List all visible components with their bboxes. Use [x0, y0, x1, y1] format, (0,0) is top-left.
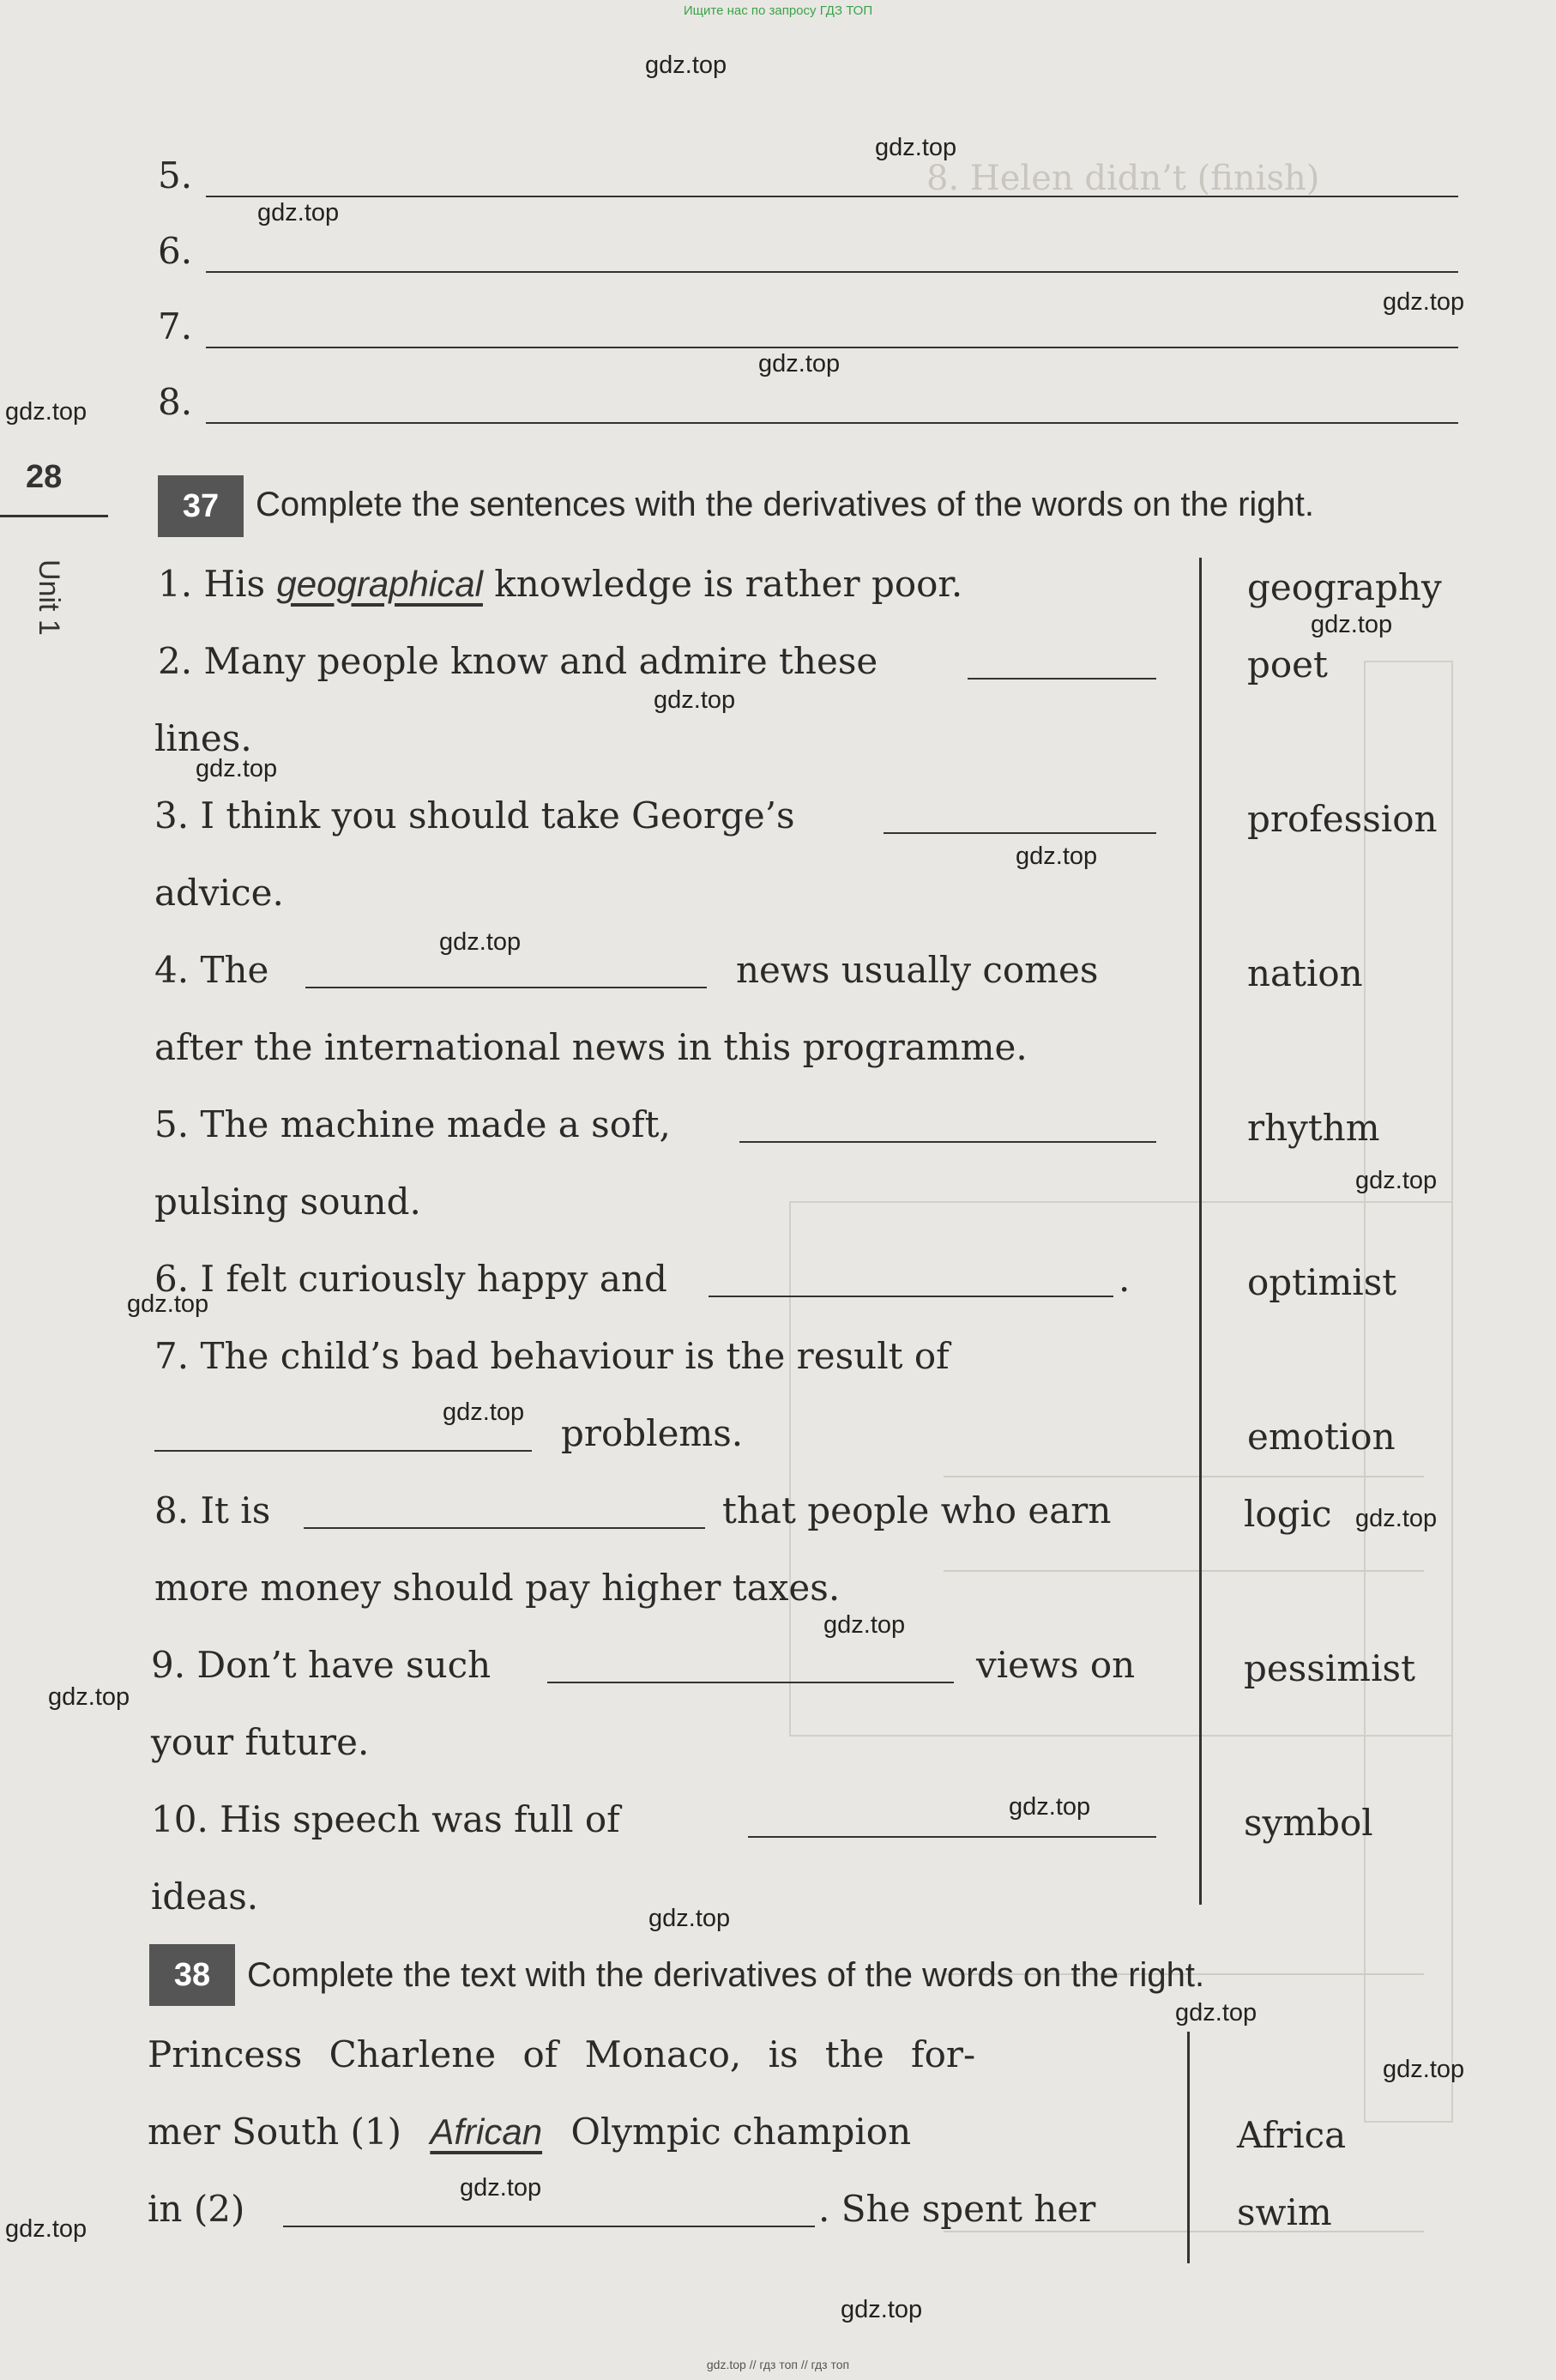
watermark: gdz.top: [5, 2215, 87, 2243]
sentence-text: your future.: [151, 1721, 370, 1763]
sentence-text: news usually comes: [736, 949, 1099, 991]
watermark: gdz.top: [48, 1683, 130, 1711]
blank-line-number: 8.: [158, 381, 193, 423]
sentence-number: 7.: [154, 1335, 190, 1377]
answer-line[interactable]: [206, 271, 1458, 273]
answer-blank[interactable]: [283, 2226, 815, 2227]
answer-blank[interactable]: [154, 1450, 532, 1452]
sentence-text: Many people know and admire these: [203, 640, 878, 682]
watermark: gdz.top: [1175, 1999, 1257, 2027]
text-segment: mer South (1): [148, 2111, 401, 2153]
exercise-badge: 37: [158, 475, 244, 537]
blank-line-number: 6.: [158, 230, 193, 272]
answer-blank[interactable]: [968, 678, 1156, 680]
sentence-8: [154, 1489, 270, 1531]
answer-blank[interactable]: [547, 1682, 954, 1683]
sentence-number: 3.: [154, 794, 190, 837]
sentence-text: more money should pay higher taxes.: [154, 1567, 841, 1609]
watermark: gdz.top: [1016, 843, 1098, 870]
answer-blank[interactable]: [305, 987, 707, 988]
watermark: gdz.top: [841, 2296, 923, 2323]
root-word: symbol: [1244, 1802, 1373, 1844]
watermark: gdz.top: [645, 51, 727, 79]
sentence-text: after the international news in this programme.: [154, 1026, 1028, 1068]
sentence-6: [154, 1258, 667, 1300]
bleed-line: [944, 2231, 1424, 2232]
bleed-text: 8. Helen didn’t (finish): [926, 159, 1320, 198]
watermark: gdz.top: [1311, 611, 1393, 638]
root-word: rhythm: [1247, 1107, 1380, 1149]
answer-blank[interactable]: [304, 1527, 705, 1529]
exercise-instruction: Complete the sentences with the derivatives of the words on the right.: [256, 486, 1315, 523]
sentence-text: problems.: [561, 1412, 744, 1454]
answer-line[interactable]: [206, 347, 1458, 348]
watermark: gdz.top: [648, 1905, 731, 1932]
watermark: gdz.top: [1383, 2056, 1465, 2083]
answer-handwritten[interactable]: African: [430, 2111, 543, 2152]
watermark: gdz.top: [823, 1611, 906, 1639]
sentence-number: 10.: [151, 1798, 208, 1840]
text-line: [148, 2111, 911, 2153]
text-segment: . She spent her: [818, 2188, 1096, 2230]
watermark: gdz.top: [1383, 288, 1465, 316]
root-word: emotion: [1247, 1416, 1396, 1458]
sentence-text: ideas.: [151, 1876, 259, 1918]
unit-label: Unit 1: [33, 559, 65, 636]
word-column-divider: [1199, 558, 1202, 1905]
sentence-2: [158, 640, 878, 682]
answer-blank[interactable]: [884, 832, 1156, 834]
top-banner[interactable]: Ищите нас по запросу ГДЗ ТОП: [683, 3, 873, 18]
page-number: 28: [26, 459, 63, 495]
watermark: gdz.top: [1009, 1793, 1091, 1821]
sentence-number: 1.: [158, 563, 193, 605]
watermark: gdz.top: [439, 928, 522, 956]
bleed-line: [944, 1476, 1424, 1477]
answer-line[interactable]: [206, 196, 1458, 197]
sentence-text: views on: [976, 1644, 1136, 1686]
watermark: gdz.top: [196, 755, 278, 782]
answer-line[interactable]: [206, 422, 1458, 424]
sentence-9: [151, 1644, 491, 1686]
root-word: poet: [1247, 643, 1328, 686]
sentence-7: [154, 1335, 950, 1377]
sentence-text: His speech was full of: [220, 1798, 620, 1840]
root-word: nation: [1247, 952, 1363, 994]
root-word: profession: [1247, 798, 1438, 840]
root-word: optimist: [1247, 1261, 1397, 1303]
sentence-10: [151, 1798, 620, 1840]
exercise-badge: 38: [149, 1944, 235, 2006]
bottom-banner[interactable]: gdz.top // гдз топ // гдз топ: [706, 2358, 850, 2371]
watermark: gdz.top: [5, 398, 87, 426]
blank-line-number: 5.: [158, 154, 193, 196]
watermark: gdz.top: [875, 134, 957, 161]
root-word: Africa: [1237, 2114, 1347, 2156]
text-segment: in (2): [148, 2188, 245, 2230]
blank-line-number: 7.: [158, 305, 193, 347]
exercise-instruction: Complete the text with the derivatives of the words on the right.: [247, 1956, 1205, 1994]
sentence-5: [154, 1103, 671, 1145]
root-word: pessimist: [1244, 1647, 1415, 1689]
answer-blank[interactable]: [739, 1141, 1156, 1143]
watermark: gdz.top: [1355, 1167, 1438, 1194]
sentence-text: advice.: [154, 872, 284, 914]
text-segment: Olympic champion: [570, 2111, 912, 2153]
answer-handwritten[interactable]: geographical: [276, 564, 483, 604]
watermark: gdz.top: [758, 350, 841, 378]
sentence-text: It is: [200, 1489, 271, 1531]
sentence-4: [154, 949, 268, 991]
root-word: logic: [1244, 1493, 1332, 1535]
watermark: gdz.top: [127, 1290, 209, 1318]
sentence-text: pulsing sound.: [154, 1181, 421, 1223]
sentence-text: I think you should take George’s: [200, 794, 795, 837]
sentence-text: knowledge is rather poor.: [494, 563, 963, 605]
watermark: gdz.top: [1355, 1505, 1438, 1532]
sentence-text: The child’s bad behaviour is the result of: [200, 1335, 950, 1377]
sentence-number: 2.: [158, 640, 193, 682]
sentence-number: 4.: [154, 949, 190, 991]
watermark: gdz.top: [443, 1398, 525, 1426]
watermark: gdz.top: [654, 686, 736, 714]
sentence-text: His: [203, 563, 266, 605]
root-word: swim: [1237, 2191, 1332, 2233]
sentence-number: 8.: [154, 1489, 190, 1531]
sentence-text: Don’t have such: [196, 1644, 492, 1686]
sentence-text: lines.: [154, 717, 252, 759]
watermark: gdz.top: [460, 2174, 542, 2202]
watermark: gdz.top: [257, 199, 340, 227]
sentence-number: 9.: [151, 1644, 186, 1686]
sentence-1: [158, 563, 962, 605]
sentence-number: 5.: [154, 1103, 190, 1145]
answer-blank[interactable]: [748, 1836, 1156, 1838]
root-word: geography: [1247, 566, 1442, 608]
word-column-divider: [1187, 2032, 1190, 2263]
text-line: Princess Charlene of Monaco, is the for-: [148, 2033, 976, 2075]
answer-blank[interactable]: [709, 1296, 1113, 1297]
sentence-text: .: [1119, 1258, 1131, 1300]
margin-rule: [0, 515, 108, 517]
sentence-text: that people who earn: [722, 1489, 1112, 1531]
sentence-text: The machine made a soft,: [200, 1103, 671, 1145]
bleed-line: [944, 1570, 1424, 1572]
sentence-text: I felt curiously happy and: [200, 1258, 667, 1300]
sentence-number: 6.: [154, 1258, 190, 1300]
sentence-3: [154, 794, 795, 837]
sentence-text: The: [200, 949, 269, 991]
